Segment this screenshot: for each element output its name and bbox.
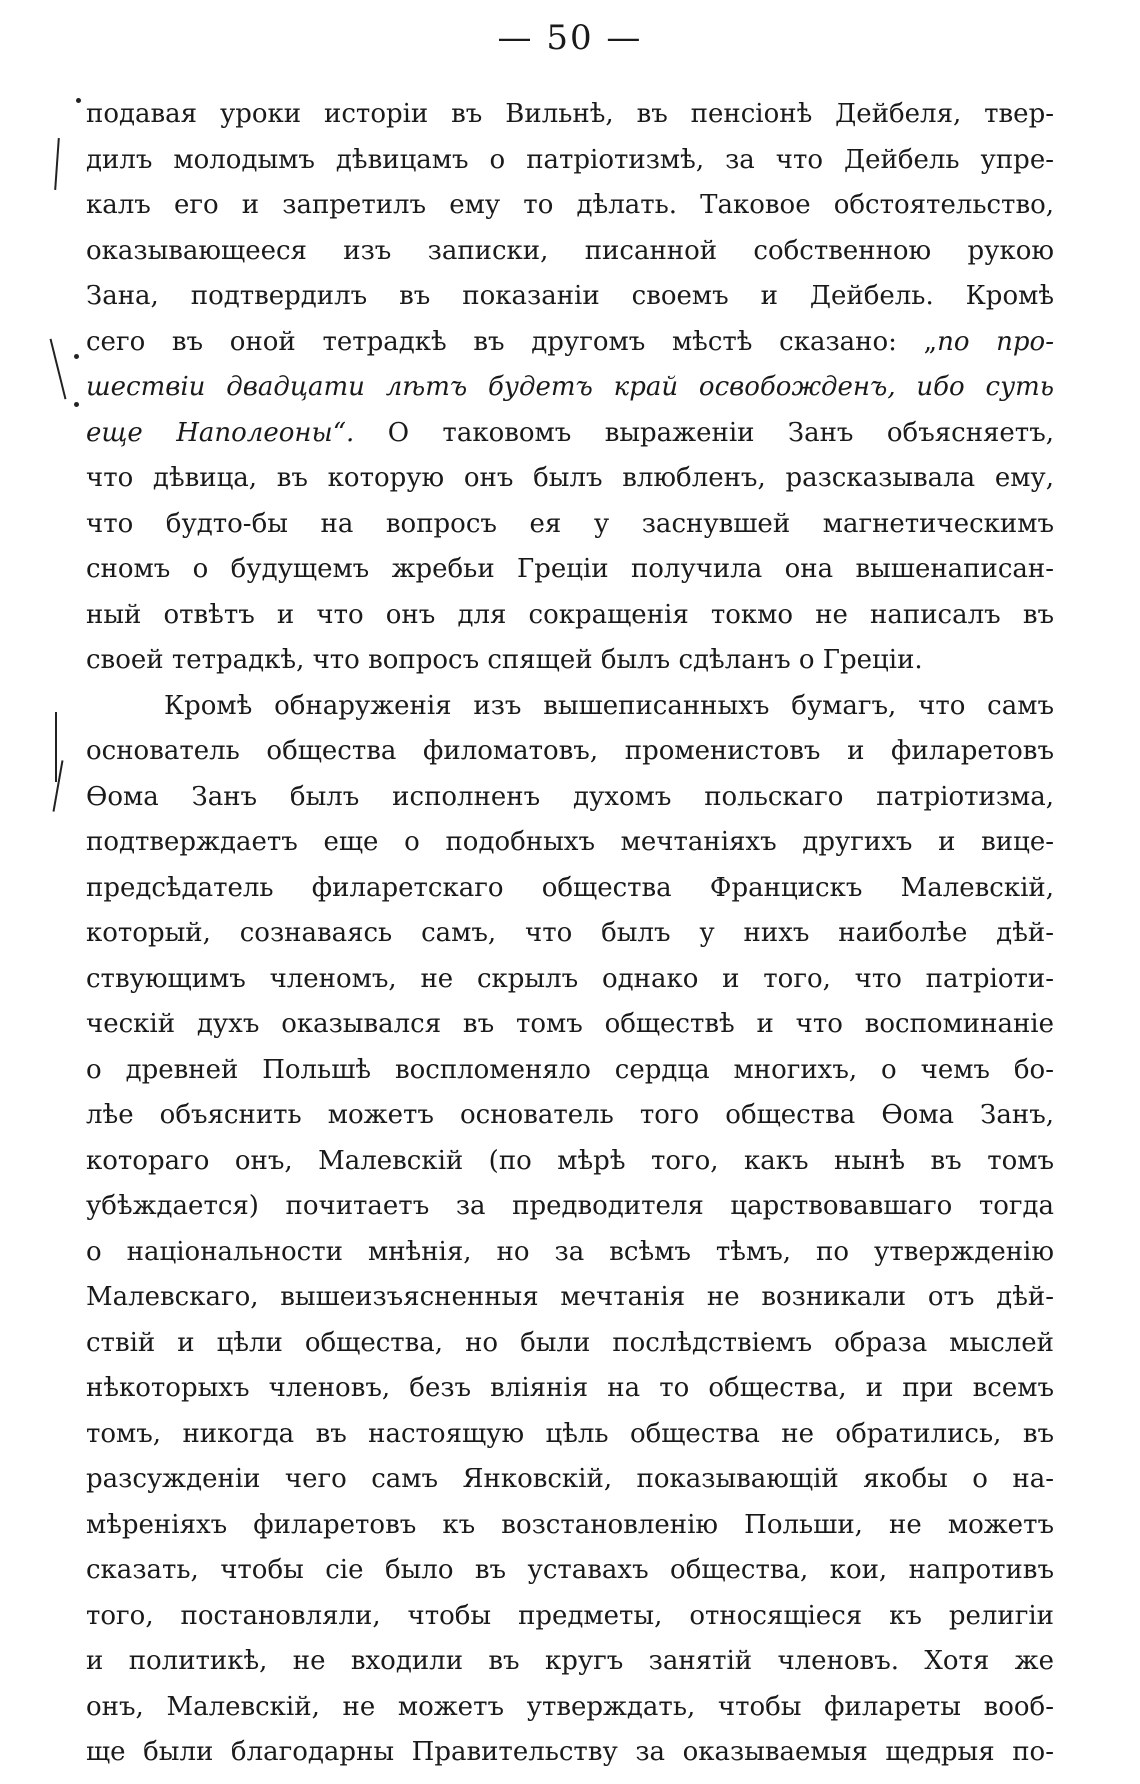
document-body xyxy=(86,92,1054,1776)
text-line: лѣе объяснить можетъ основатель того общества Ѳома Занъ, xyxy=(86,1100,1054,1130)
text-line: томъ, никогда въ настоящую цѣль общества не обратились, въ xyxy=(86,1418,1054,1449)
text-line: сномъ о будущемъ жребьи Греціи получила она вышенаписан- xyxy=(86,554,1054,584)
text-line: ствующимъ членомъ, не скрылъ однако и того, что патріоти- xyxy=(86,963,1054,994)
text-line: ный отвѣтъ и что онъ для сокращенія токмо не написалъ въ xyxy=(86,599,1054,630)
text-line-with-italic: сего въ оной тетрадкѣ въ другомъ мѣстѣ сказано: „по про- xyxy=(86,326,1054,357)
text-line: предсѣдатель филаретскаго общества Францискъ Малевскій, xyxy=(86,872,1054,903)
text-line: ствій и цѣли общества, но были послѣдствіемъ образа мыслей xyxy=(86,1327,1054,1358)
margin-mark-1 xyxy=(54,138,60,190)
text-line: нѣкоторыхъ членовъ, безъ вліянія на то общества, и при всемъ xyxy=(86,1373,1054,1403)
italic-run: по про- xyxy=(937,326,1054,357)
text-line-indented: Кромѣ обнаруженія изъ вышеписанныхъ бумагъ, что самъ xyxy=(164,690,1054,721)
text-line: котораго онъ, Малевскій (по мѣрѣ того, какъ нынѣ въ томъ xyxy=(86,1145,1054,1176)
text-line: о древней Польшѣ воспломеняло сердца многихъ, о чемъ бо- xyxy=(86,1054,1054,1085)
page-number: — 50 — xyxy=(497,18,643,58)
text-line: подтверждаетъ еще о подобныхъ мечтаніяхъ другихъ и вице- xyxy=(86,827,1054,857)
text-line: о національности мнѣнія, но за всѣмъ тѣмъ, по утвержденію xyxy=(86,1236,1054,1267)
text-line: ческій духъ оказывался въ томъ обществѣ и что воспоминаніе xyxy=(86,1009,1054,1039)
margin-mark-3 xyxy=(55,712,57,782)
text-line: что дѣвица, въ которую онъ былъ влюбленъ, разсказывала ему, xyxy=(86,463,1054,493)
text-line: Малевскаго, вышеизъясненныя мечтанія не возникали отъ дѣй- xyxy=(86,1282,1054,1312)
text-line: разсужденіи чего самъ Янковскій, показывающій якобы о на- xyxy=(86,1464,1054,1494)
text-line: и политикѣ, не входили въ кругъ занятій членовъ. Хотя же xyxy=(86,1646,1054,1676)
margin-dot-1 xyxy=(76,98,81,103)
text-line: Зана, подтвердилъ въ показаніи своемъ и Дейбель. Кромѣ xyxy=(86,281,1054,311)
text-line: того, постановляли, чтобы предметы, относящіеся къ религіи xyxy=(86,1600,1054,1631)
text-line: Ѳома Занъ былъ исполненъ духомъ польскаго патріотизма, xyxy=(86,781,1054,812)
text-line: калъ его и запретилъ ему то дѣлать. Таковое обстоятельство, xyxy=(86,190,1054,220)
text-line: убѣждается) почитаетъ за предводителя царствовавшаго тогда xyxy=(86,1191,1054,1221)
text-line: оказывающееся изъ записки, писанной собственною рукою xyxy=(86,235,1054,266)
italic-run: еще Наполеоны“. xyxy=(86,417,355,448)
text-line: что будто-бы на вопросъ ея у заснувшей магнетическимъ xyxy=(86,508,1054,539)
margin-mark-2 xyxy=(50,339,67,400)
margin-dot-2 xyxy=(74,354,79,359)
text-line: основатель общества филоматовъ, променистовъ и филаретовъ xyxy=(86,736,1054,766)
text-line: ще были благодарны Правительству за оказываемыя щедрыя по- xyxy=(86,1737,1054,1767)
text-line: онъ, Малевскій, не можетъ утверждать, чтобы филареты вооб- xyxy=(86,1691,1054,1722)
text-line: мѣреніяхъ филаретовъ къ возстановленію Польши, не можетъ xyxy=(86,1509,1054,1540)
margin-dot-3 xyxy=(74,402,79,407)
text-line: своей тетрадкѣ, что вопросъ спящей былъ сдѣланъ о Греціи. xyxy=(86,645,923,675)
text-line-italic: шествіи двадцати лѣтъ будетъ край освобожденъ, ибо суть xyxy=(86,372,1054,402)
text-line-with-italic: еще Наполеоны“. О таковомъ выраженіи Занъ объясняетъ, xyxy=(86,417,1054,448)
text-line: подавая уроки исторіи въ Вильнѣ, въ пенсіонѣ Дейбеля, твер- xyxy=(86,99,1054,129)
text-line: который, сознаваясь самъ, что былъ у нихъ наиболѣе дѣй- xyxy=(86,918,1054,948)
text-line: сказать, чтобы сіе было въ уставахъ общества, кои, напротивъ xyxy=(86,1555,1054,1585)
text-line: дилъ молодымъ дѣвицамъ о патріотизмѣ, за что Дейбель упре- xyxy=(86,144,1054,175)
